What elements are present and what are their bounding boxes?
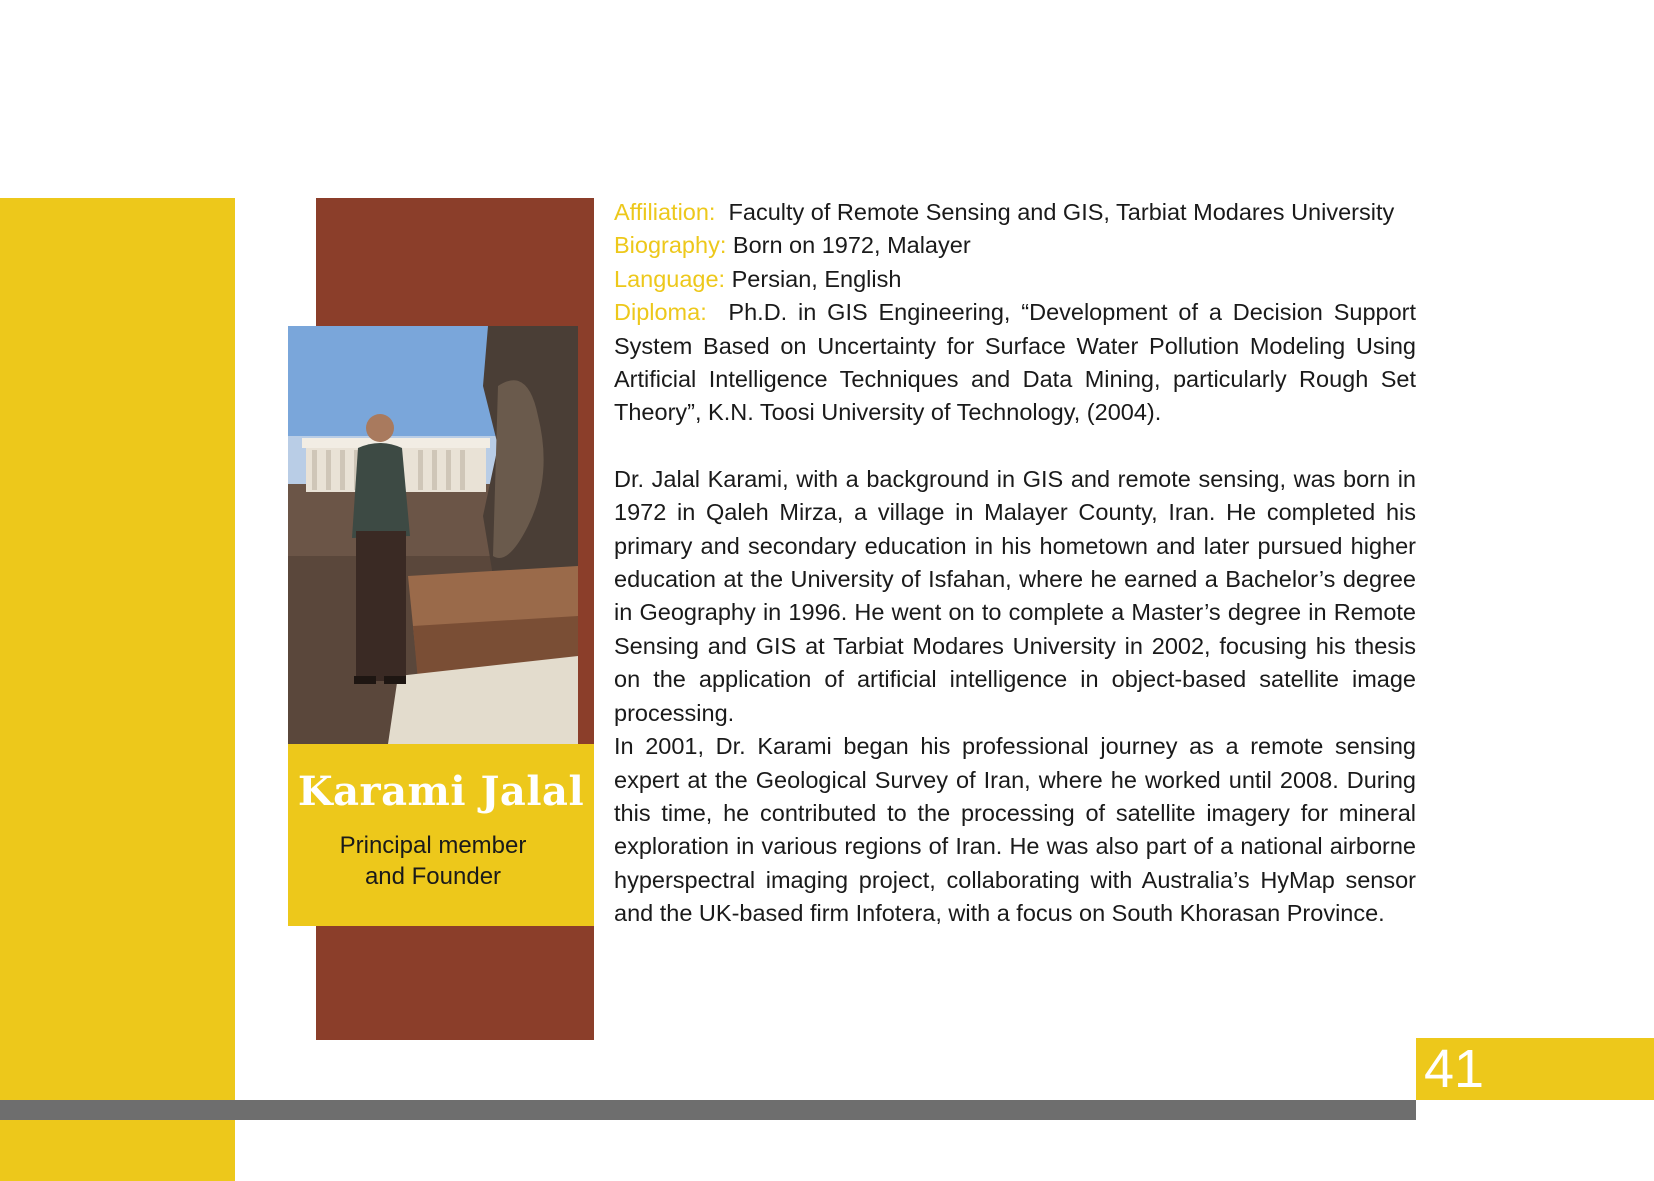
role-line-1: Principal member <box>339 832 527 859</box>
paragraph-spacer <box>614 430 1416 463</box>
left-yellow-band <box>0 198 235 1181</box>
biography-row <box>614 229 1416 262</box>
details-column <box>614 196 1416 931</box>
biography-label: Biography: <box>614 232 727 259</box>
language-value: Persian, English <box>731 265 902 292</box>
person-role <box>288 830 578 892</box>
affiliation-value: Faculty of Remote Sensing and GIS, Tarbiat Modares University <box>728 199 1395 225</box>
name-card <box>288 744 594 926</box>
bio-paragraph-1: Dr. Jalal Karami, with a background in GIS and remote sensing, was born in 1972 in Qaleh Mirza, a village in Malayer County, Iran. He completed his primary and secondary education in his hometown and later pursued higher education at the University of Isfahan, where he earned a Bachelor’s degree in Geography in 1996. He went on to complete a Master’s degree in Remote Sensing and GIS at Tarbiat Modares University in 2002, focusing his thesis on the application of artificial intelligence in object-based satellite image processing. <box>614 465 1416 726</box>
page-number: 41 <box>1424 1039 1485 1099</box>
diploma-row <box>614 296 1416 430</box>
language-label: Language: <box>614 265 726 292</box>
role-line-2: and Founder <box>364 863 502 890</box>
bio-paragraph-2: In 2001, Dr. Karami began his professional journey as a remote sensing expert at the Geological Survey of Iran, where he worked until 2008. During this time, he contributed to the processing of satellite imagery for mineral exploration in various regions of Iran. He was also part of a national airborne hyperspectral imaging project, collaborating with Australia’s HyMap sensor and the UK-based firm Infotera, with a focus on South Khorasan Province. <box>614 733 1416 927</box>
diploma-value: Ph.D. in GIS Engineering, “Development of a Decision Support System Based on Uncertainty for Surface Water Pollution Modeling Using Artificial Intelligence Techniques and Data Mining, particularly Rough Set Theory”, K.N. Toosi University of Technology, (2004). <box>614 299 1417 426</box>
page-number-box <box>1416 1038 1654 1100</box>
diploma-label: Diploma: <box>614 299 707 326</box>
portrait-photo <box>288 326 578 744</box>
affiliation-label: Affiliation: <box>614 199 716 225</box>
biography-value: Born on 1972, Malayer <box>732 232 971 259</box>
person-name: Karami Jalal <box>297 768 585 815</box>
affiliation-row <box>614 196 1416 229</box>
language-row <box>614 263 1416 296</box>
footer-gray-bar <box>0 1100 1416 1120</box>
